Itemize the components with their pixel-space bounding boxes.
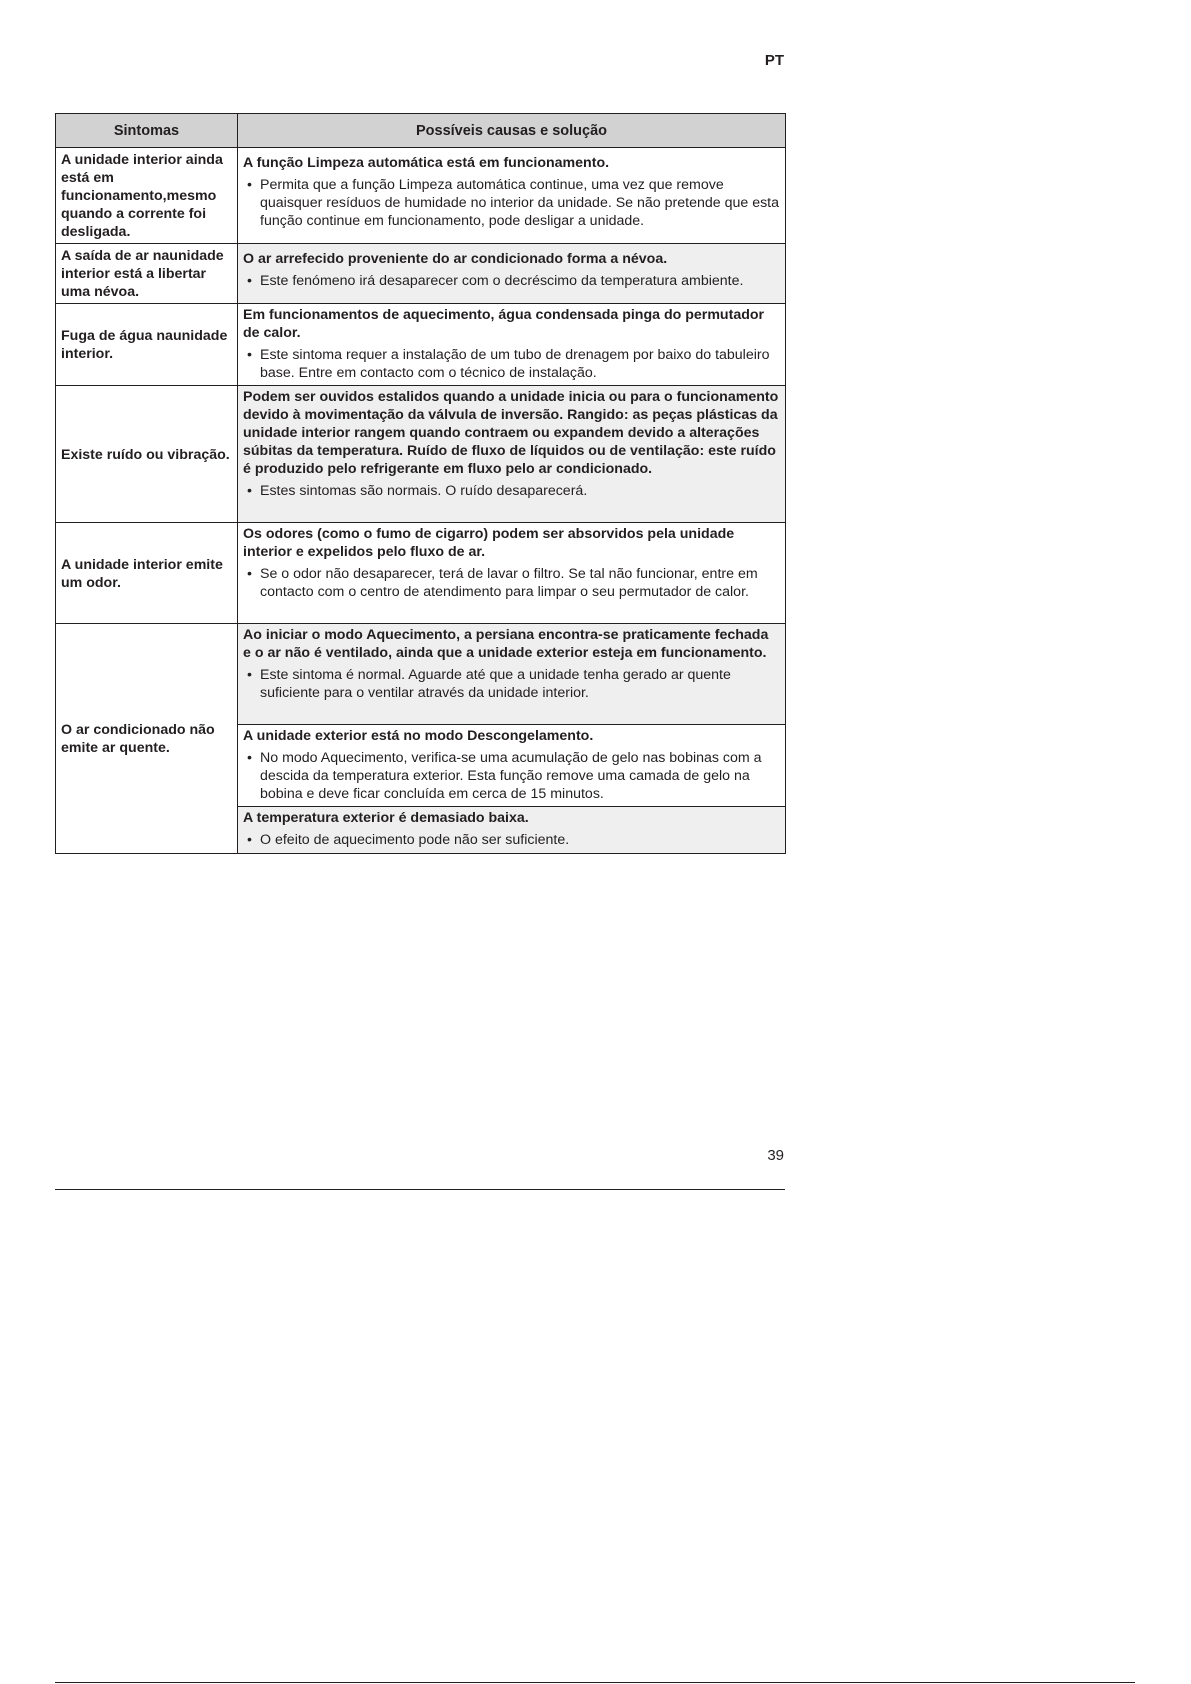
table-row	[56, 523, 786, 624]
cause-text: Em funcionamentos de aquecimento, água condensada pinga do permutador de calor.	[243, 307, 765, 341]
cause-text: A função Limpeza automática está em funcionamento.	[243, 155, 610, 171]
bullet-icon: •	[247, 566, 252, 582]
divider	[55, 1189, 785, 1190]
solution-cell	[238, 624, 786, 725]
cause-text: O ar arrefecido proveniente do ar condicionado forma a névoa.	[243, 251, 668, 267]
bullet-icon: •	[247, 273, 252, 289]
solution-cell	[238, 523, 786, 624]
solution-item	[238, 172, 785, 232]
cause-text: Podem ser ouvidos estalidos quando a unidade inicia ou para o funcionamento devido à movimentação da válvula de inversão. Rangido: as peças plásticas da unidade interior rangem quando contraem ou expandem devido a alterações súbitas da temperatura. Ruído de fluxo de líquidos ou de ventilação: este ruído é produzido pelo refrigerante em fluxo pelo ar condicionado.	[243, 389, 779, 477]
solution-cell	[238, 148, 786, 244]
page-number: 39	[767, 1147, 784, 1164]
solution-text: Se o odor não desaparecer, terá de lavar o filtro. Se tal não funcionar, entre em contacto com o centro de atendimento para limpar o seu permutador de calor.	[260, 566, 758, 600]
bullet-icon: •	[247, 832, 252, 848]
table-row	[56, 624, 786, 725]
cause-text: Ao iniciar o modo Aquecimento, a persiana encontra-se praticamente fechada e o ar não é ventilado, ainda que a unidade exterior esteja em funcionamento.	[243, 627, 769, 661]
solution-text: O efeito de aquecimento pode não ser suficiente.	[260, 832, 570, 848]
solution-cell	[238, 807, 786, 854]
solution-text: Este sintoma é normal. Aguarde até que a unidade tenha gerado ar quente suficiente para o ventilar através da unidade interior.	[260, 667, 731, 701]
solution-cell	[238, 386, 786, 523]
solution-cell	[238, 304, 786, 386]
bullet-icon: •	[247, 347, 252, 363]
table-row	[56, 148, 786, 244]
table-header-row	[56, 114, 786, 148]
solution-text: Permita que a função Limpeza automática continue, uma vez que remove quaisquer resíduos de humidade no interior da unidade. Se não pretende que esta função continue em funcionamento, pode desligar a unidade.	[260, 177, 780, 229]
divider	[55, 1682, 1135, 1683]
solution-text: Este fenómeno irá desaparecer com o decréscimo da temperatura ambiente.	[260, 273, 744, 289]
solution-text: Este sintoma requer a instalação de um tubo de drenagem por baixo do tabuleiro base. Entre em contacto com o técnico de instalação.	[260, 347, 770, 381]
solution-text: Estes sintomas são normais. O ruído desaparecerá.	[260, 483, 588, 499]
bullet-icon: •	[247, 667, 252, 683]
solution-item	[238, 561, 785, 603]
solution-cell	[238, 244, 786, 304]
troubleshooting-table	[55, 113, 786, 854]
table-row	[56, 304, 786, 386]
solution-cell	[238, 725, 786, 807]
solution-item	[238, 478, 785, 502]
header-causes-solution: Possíveis causas e solução	[238, 114, 786, 148]
solution-text: No modo Aquecimento, verifica-se uma acumulação de gelo nas bobinas com a descida da temperatura exterior. Esta função remove uma camada de gelo na bobina e deve ficar concluída em cerca de 15 minutos.	[260, 750, 762, 802]
symptom-cell: Fuga de água naunidade interior.	[56, 304, 238, 386]
cause-text: Os odores (como o fumo de cigarro) podem ser absorvidos pela unidade interior e expelidos pelo fluxo de ar.	[243, 526, 735, 560]
header-symptoms: Sintomas	[56, 114, 238, 148]
solution-item	[238, 827, 785, 851]
symptom-cell: A unidade interior ainda está em funcionamento,mesmo quando a corrente foi desligada.	[56, 148, 238, 244]
symptom-cell: O ar condicionado não emite ar quente.	[56, 624, 238, 854]
table-row	[56, 244, 786, 304]
cause-text: A temperatura exterior é demasiado baixa.	[243, 810, 529, 826]
solution-item	[238, 662, 785, 704]
symptom-cell: Existe ruído ou vibração.	[56, 386, 238, 523]
bullet-icon: •	[247, 750, 252, 766]
symptom-cell: A unidade interior emite um odor.	[56, 523, 238, 624]
solution-item	[238, 745, 785, 805]
bullet-icon: •	[247, 483, 252, 499]
symptom-cell: A saída de ar naunidade interior está a libertar uma névoa.	[56, 244, 238, 304]
solution-item	[238, 342, 785, 384]
language-tag: PT	[764, 52, 784, 69]
table-row	[56, 386, 786, 523]
solution-item	[238, 268, 785, 292]
bullet-icon: •	[247, 177, 252, 193]
cause-text: A unidade exterior está no modo Descongelamento.	[243, 728, 594, 744]
